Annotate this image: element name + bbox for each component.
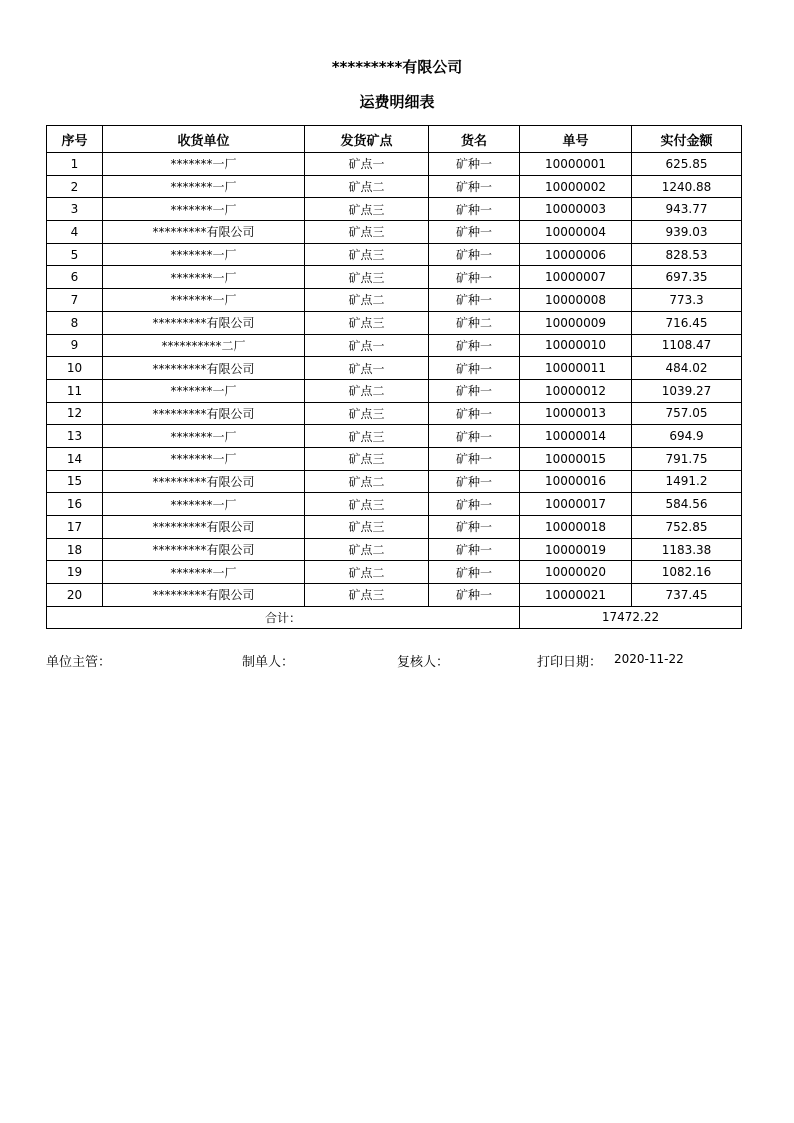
origin-cell: 矿点三 <box>305 198 429 221</box>
order-number-cell: 10000002 <box>520 175 632 198</box>
amount-cell: 773.3 <box>632 289 742 312</box>
consignee-cell: *******一厂 <box>103 289 305 312</box>
goods-cell: 矿种一 <box>429 175 520 198</box>
goods-cell: 矿种一 <box>429 584 520 607</box>
header-row <box>47 126 742 153</box>
consignee-cell: *********有限公司 <box>103 311 305 334</box>
consignee-cell: *******一厂 <box>103 198 305 221</box>
consignee-cell: *********有限公司 <box>103 402 305 425</box>
goods-cell: 矿种一 <box>429 470 520 493</box>
amount-cell: 694.9 <box>632 425 742 448</box>
goods-cell: 矿种一 <box>429 334 520 357</box>
order-number-cell: 10000016 <box>520 470 632 493</box>
amount-cell: 943.77 <box>632 198 742 221</box>
origin-cell: 矿点一 <box>305 153 429 176</box>
consignee-cell: *********有限公司 <box>103 221 305 244</box>
goods-cell: 矿种一 <box>429 447 520 470</box>
origin-cell: 矿点一 <box>305 357 429 380</box>
origin-cell: 矿点三 <box>305 584 429 607</box>
reviewer-label: 复核人： <box>397 655 450 670</box>
consignee-cell: *******一厂 <box>103 493 305 516</box>
table-row <box>47 266 742 289</box>
origin-cell: 矿点三 <box>305 221 429 244</box>
table-row <box>47 561 742 584</box>
table-row <box>47 425 742 448</box>
order-number-cell: 10000010 <box>520 334 632 357</box>
consignee-cell: **********二厂 <box>103 334 305 357</box>
column-header-col-amount: 实付金额 <box>632 126 742 153</box>
consignee-cell: *******一厂 <box>103 447 305 470</box>
order-number-cell: 10000017 <box>520 493 632 516</box>
table-row <box>47 470 742 493</box>
row-number: 7 <box>47 289 103 312</box>
order-number-cell: 10000018 <box>520 516 632 539</box>
goods-cell: 矿种一 <box>429 538 520 561</box>
table-row <box>47 311 742 334</box>
row-number: 18 <box>47 538 103 561</box>
total-label: 合计： <box>47 606 520 628</box>
amount-cell: 1082.16 <box>632 561 742 584</box>
consignee-cell: *******一厂 <box>103 425 305 448</box>
table-header <box>47 126 742 153</box>
row-number: 10 <box>47 357 103 380</box>
column-header-col-consignee: 收货单位 <box>103 126 305 153</box>
row-number: 1 <box>47 153 103 176</box>
table-row <box>47 402 742 425</box>
amount-cell: 484.02 <box>632 357 742 380</box>
row-number: 8 <box>47 311 103 334</box>
goods-cell: 矿种一 <box>429 425 520 448</box>
table-row <box>47 334 742 357</box>
goods-cell: 矿种一 <box>429 153 520 176</box>
amount-cell: 1039.27 <box>632 379 742 402</box>
amount-cell: 697.35 <box>632 266 742 289</box>
amount-cell: 1240.88 <box>632 175 742 198</box>
goods-cell: 矿种一 <box>429 516 520 539</box>
column-header-col-seq: 序号 <box>47 126 103 153</box>
consignee-cell: *********有限公司 <box>103 584 305 607</box>
table-row <box>47 584 742 607</box>
goods-cell: 矿种一 <box>429 357 520 380</box>
goods-cell: 矿种一 <box>429 289 520 312</box>
row-number: 2 <box>47 175 103 198</box>
table-body <box>47 153 742 607</box>
origin-cell: 矿点三 <box>305 516 429 539</box>
origin-cell: 矿点三 <box>305 266 429 289</box>
table-row <box>47 289 742 312</box>
order-number-cell: 10000006 <box>520 243 632 266</box>
table-row <box>47 447 742 470</box>
amount-cell: 828.53 <box>632 243 742 266</box>
row-number: 15 <box>47 470 103 493</box>
amount-cell: 1491.2 <box>632 470 742 493</box>
amount-cell: 757.05 <box>632 402 742 425</box>
table-row <box>47 379 742 402</box>
order-number-cell: 10000014 <box>520 425 632 448</box>
goods-cell: 矿种一 <box>429 198 520 221</box>
preparer-label: 制单人： <box>242 655 295 670</box>
row-number: 11 <box>47 379 103 402</box>
row-number: 5 <box>47 243 103 266</box>
origin-cell: 矿点二 <box>305 538 429 561</box>
supervisor-label: 单位主管： <box>46 655 112 670</box>
print-date-label: 打印日期： <box>537 655 603 670</box>
consignee-cell: *******一厂 <box>103 266 305 289</box>
consignee-cell: *********有限公司 <box>103 538 305 561</box>
row-number: 3 <box>47 198 103 221</box>
order-number-cell: 10000021 <box>520 584 632 607</box>
origin-cell: 矿点二 <box>305 561 429 584</box>
goods-cell: 矿种一 <box>429 221 520 244</box>
amount-cell: 716.45 <box>632 311 742 334</box>
column-header-col-goods: 货名 <box>429 126 520 153</box>
origin-cell: 矿点三 <box>305 311 429 334</box>
origin-cell: 矿点三 <box>305 402 429 425</box>
goods-cell: 矿种一 <box>429 379 520 402</box>
row-number: 14 <box>47 447 103 470</box>
consignee-cell: *******一厂 <box>103 153 305 176</box>
signature-footer <box>46 651 741 669</box>
column-header-col-order-no: 单号 <box>520 126 632 153</box>
consignee-cell: *********有限公司 <box>103 357 305 380</box>
origin-cell: 矿点二 <box>305 289 429 312</box>
order-number-cell: 10000001 <box>520 153 632 176</box>
table-row <box>47 493 742 516</box>
table-row <box>47 357 742 380</box>
order-number-cell: 10000012 <box>520 379 632 402</box>
origin-cell: 矿点二 <box>305 379 429 402</box>
freight-detail-table <box>46 125 742 629</box>
order-number-cell: 10000020 <box>520 561 632 584</box>
company-name: *********有限公司 <box>331 58 463 76</box>
row-number: 13 <box>47 425 103 448</box>
row-number: 16 <box>47 493 103 516</box>
origin-cell: 矿点二 <box>305 175 429 198</box>
origin-cell: 矿点三 <box>305 243 429 266</box>
report-title: 运费明细表 <box>359 93 435 111</box>
goods-cell: 矿种一 <box>429 243 520 266</box>
total-value: 17472.22 <box>520 606 742 628</box>
goods-cell: 矿种一 <box>429 402 520 425</box>
goods-cell: 矿种一 <box>429 266 520 289</box>
amount-cell: 584.56 <box>632 493 742 516</box>
goods-cell: 矿种一 <box>429 493 520 516</box>
origin-cell: 矿点一 <box>305 334 429 357</box>
order-number-cell: 10000008 <box>520 289 632 312</box>
row-number: 9 <box>47 334 103 357</box>
amount-cell: 939.03 <box>632 221 742 244</box>
amount-cell: 625.85 <box>632 153 742 176</box>
amount-cell: 1108.47 <box>632 334 742 357</box>
table-row <box>47 516 742 539</box>
origin-cell: 矿点三 <box>305 493 429 516</box>
consignee-cell: *******一厂 <box>103 561 305 584</box>
row-number: 20 <box>47 584 103 607</box>
table-row <box>47 175 742 198</box>
consignee-cell: *******一厂 <box>103 379 305 402</box>
consignee-cell: *********有限公司 <box>103 516 305 539</box>
order-number-cell: 10000004 <box>520 221 632 244</box>
amount-cell: 791.75 <box>632 447 742 470</box>
consignee-cell: *******一厂 <box>103 243 305 266</box>
origin-cell: 矿点三 <box>305 447 429 470</box>
row-number: 19 <box>47 561 103 584</box>
table-row <box>47 538 742 561</box>
order-number-cell: 10000019 <box>520 538 632 561</box>
row-number: 12 <box>47 402 103 425</box>
order-number-cell: 10000011 <box>520 357 632 380</box>
table-row <box>47 243 742 266</box>
goods-cell: 矿种一 <box>429 561 520 584</box>
amount-cell: 752.85 <box>632 516 742 539</box>
row-number: 6 <box>47 266 103 289</box>
row-number: 17 <box>47 516 103 539</box>
table-row <box>47 198 742 221</box>
origin-cell: 矿点三 <box>305 425 429 448</box>
consignee-cell: *******一厂 <box>103 175 305 198</box>
amount-cell: 737.45 <box>632 584 742 607</box>
order-number-cell: 10000015 <box>520 447 632 470</box>
goods-cell: 矿种二 <box>429 311 520 334</box>
order-number-cell: 10000003 <box>520 198 632 221</box>
order-number-cell: 10000009 <box>520 311 632 334</box>
table-row <box>47 221 742 244</box>
table-row <box>47 153 742 176</box>
order-number-cell: 10000007 <box>520 266 632 289</box>
consignee-cell: *********有限公司 <box>103 470 305 493</box>
table-footer <box>47 606 742 628</box>
amount-cell: 1183.38 <box>632 538 742 561</box>
total-row <box>47 606 742 628</box>
print-date: 2020-11-22 <box>614 652 684 666</box>
origin-cell: 矿点二 <box>305 470 429 493</box>
row-number: 4 <box>47 221 103 244</box>
column-header-col-origin: 发货矿点 <box>305 126 429 153</box>
order-number-cell: 10000013 <box>520 402 632 425</box>
